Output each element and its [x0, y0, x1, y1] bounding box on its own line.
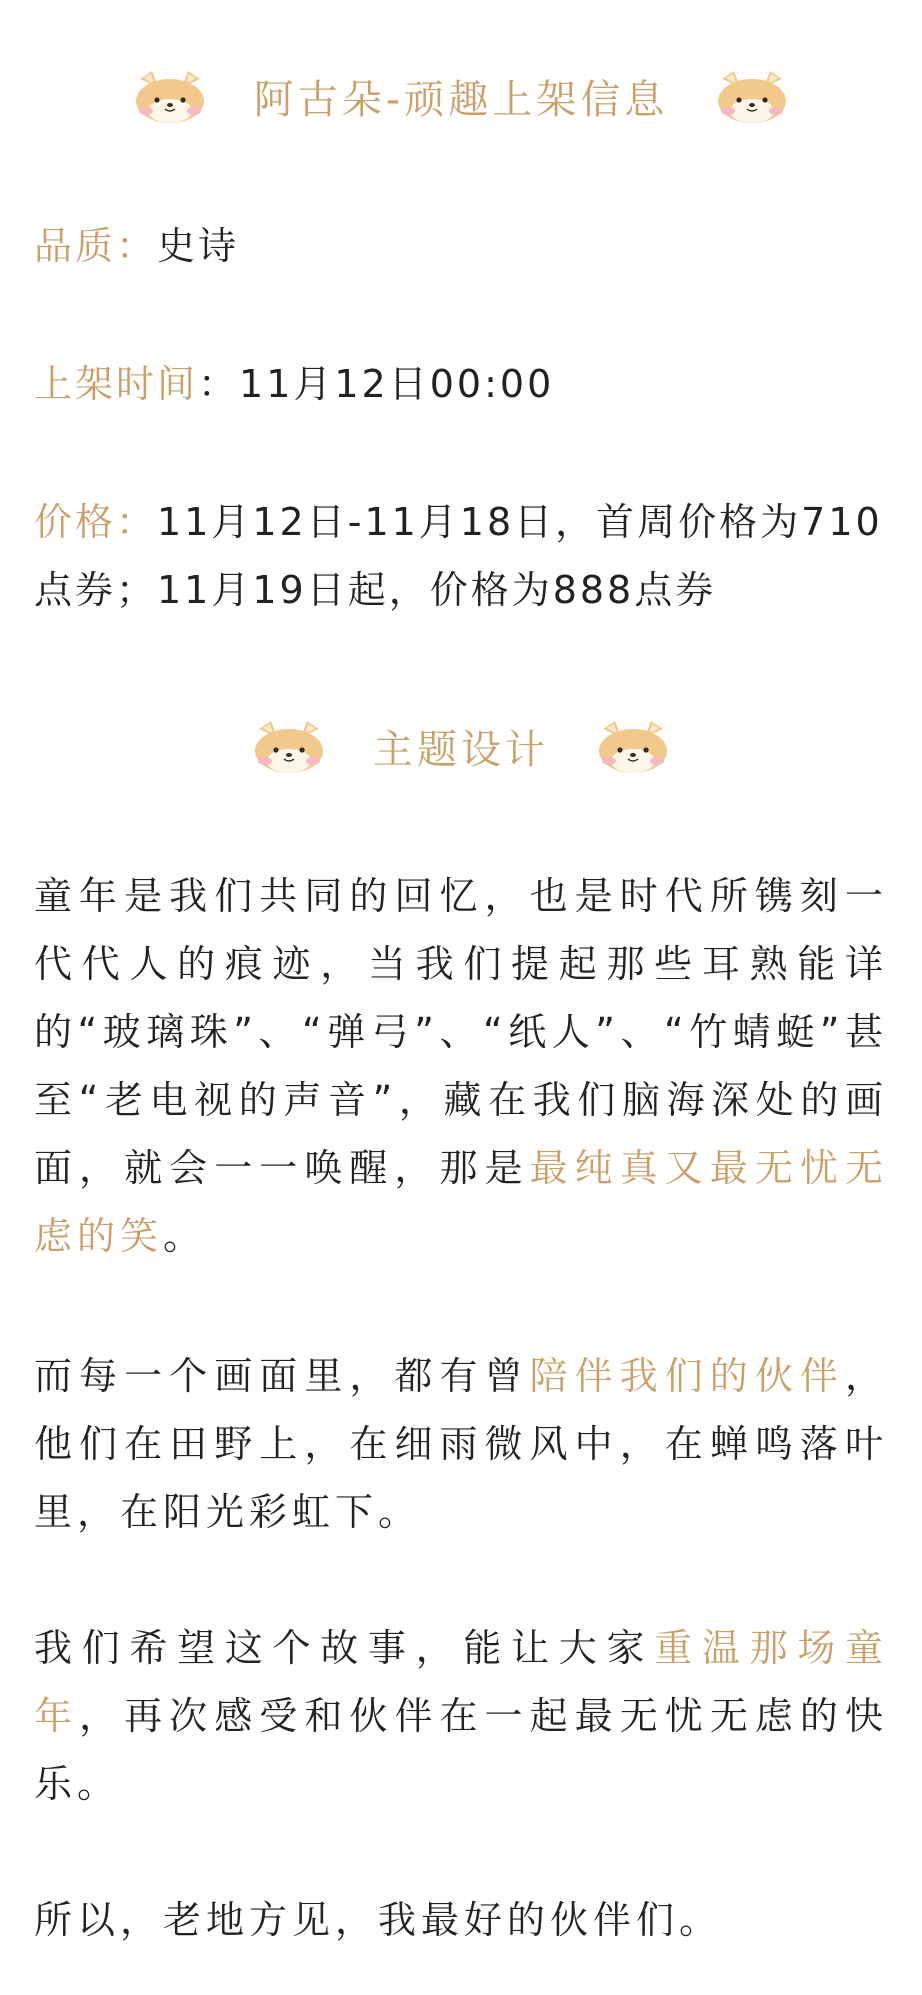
price-value: 11月12日-11月18日，首周价格为710点券；11月19日起，价格为888点券 [34, 500, 883, 612]
price-line [34, 488, 888, 624]
paragraph-text-end: ，再次感受和伙伴在一起最无忧无虑的快乐。 [34, 1694, 888, 1806]
paragraph-highlight: 陪伴我们的伙伴 [529, 1354, 845, 1398]
section-header-theme-design [0, 718, 922, 775]
quality-separator: ： [116, 224, 158, 268]
release-time-line [34, 350, 888, 418]
paragraph-see-you [34, 1886, 888, 1954]
release-time-label: 上架时间 [34, 362, 199, 406]
paragraph-text: 所以，老地方见，我最好的伙伴们。 [34, 1898, 723, 1942]
paragraph-relive-childhood [34, 1614, 888, 1818]
paragraph-text-end: 。 [163, 1214, 207, 1258]
section-title: 主题设计 [373, 727, 549, 773]
shiba-face-icon [249, 719, 329, 775]
quality-value: 史诗 [157, 224, 240, 268]
quality-line [34, 212, 888, 280]
paragraph-text: 而每一个画面里，都有曾 [34, 1354, 530, 1398]
quality-label: 品质 [34, 224, 117, 268]
shiba-face-icon [130, 69, 210, 125]
paragraph-highlight: 最纯真又最无忧无虑的笑 [34, 1146, 888, 1258]
release-time-separator: ： [198, 362, 240, 406]
paragraph-text: 童年是我们共同的回忆，也是时代所镌刻一代代人的痕迹，当我们提起那些耳熟能详的“玻璃珠”、“弹弓”、“纸人”、“竹蜻蜓”甚至“老电视的声音”，藏在我们脑海深处的画面，就会一一唤醒，那是 [34, 874, 888, 1190]
paragraph-highlight: 重温那场童年 [34, 1626, 888, 1738]
paragraph-childhood-memories [34, 862, 888, 1270]
price-separator: ： [116, 500, 158, 544]
release-time-value: 11月12日00:00 [239, 362, 555, 406]
paragraph-text: 我们希望这个故事，能让大家 [34, 1626, 655, 1670]
paragraph-text-end: ，他们在田野上，在细雨微风中，在蝉鸣落叶里，在阳光彩虹下。 [34, 1354, 888, 1534]
shiba-face-icon [712, 69, 792, 125]
section-header-release-info [0, 68, 922, 125]
shiba-face-icon [593, 719, 673, 775]
paragraph-companions [34, 1342, 888, 1546]
price-label: 价格 [34, 500, 117, 544]
section-title: 阿古朵-顽趣上架信息 [253, 77, 669, 123]
